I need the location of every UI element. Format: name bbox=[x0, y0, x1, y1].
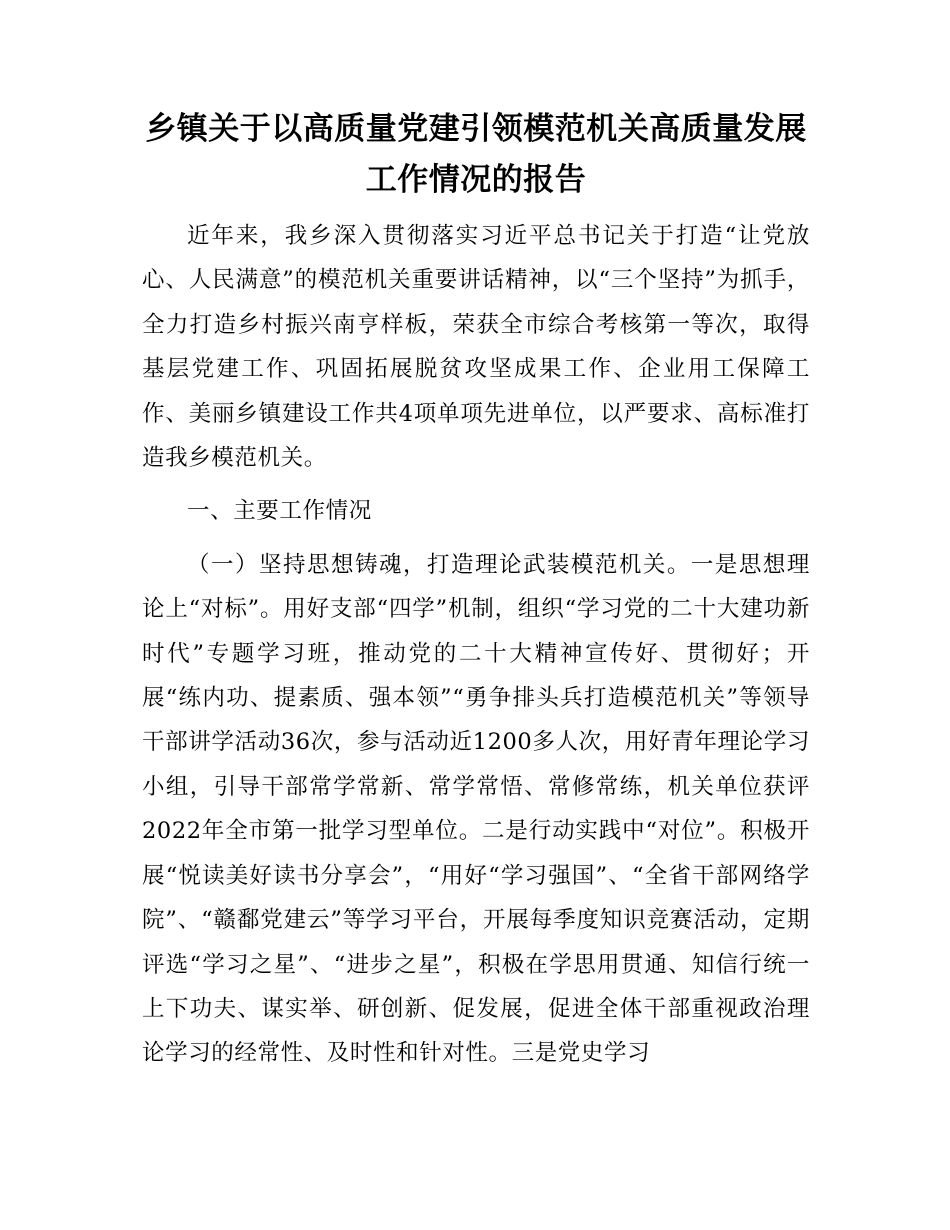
section-paragraph: （一）坚持思想铸魂，打造理论武装模范机关。一是思想理论上“对标”。用好支部“四学”机制，组织“学习党的二十大建功新时代”专题学习班，推动党的二十大精神宣传好、贯彻好；开展“练内功、提素质、强本领”“勇争排头兵打造模范机关”等领导干部讲学活动36次，参与活动近1200多人次，用好青年理论学习小组，引导干部常学常新、常学常悟、常修常练，机关单位获评2022年全市第一批学习型单位。二是行动实践中“对位”。积极开展“悦读美好读书分享会”，“用好“学习强国”、“全省干部网络学院”、“赣鄱党建云”等学习平台，开展每季度知识竞赛活动，定期评选“学习之星”、“进步之星”，积极在学思用贯通、知信行统一上下功夫、谋实举、研创新、促发展，促进全体干部重视政治理论学习的经常性、及时性和针对性。三是党史学习 bbox=[142, 551, 810, 1067]
intro-paragraph: 近年来，我乡深入贯彻落实习近平总书记关于打造“让党放心、人民满意”的模范机关重要讲话精神，以“三个坚持”为抓手，全力打造乡村振兴南亨样板，荣获全市综合考核第一等次，取得基层党建工作、巩固拓展脱贫攻坚成果工作、企业用工保障工作、美丽乡镇建设工作共4项单项先进单位，以严要求、高标准打造我乡模范机关。 bbox=[142, 223, 810, 472]
section-heading: 一、主要工作情况 bbox=[187, 498, 372, 525]
document-title: 乡镇关于以高质量党建引领模范机关高质量发展工作情况的报告 bbox=[145, 111, 807, 198]
document-page bbox=[142, 104, 810, 1076]
